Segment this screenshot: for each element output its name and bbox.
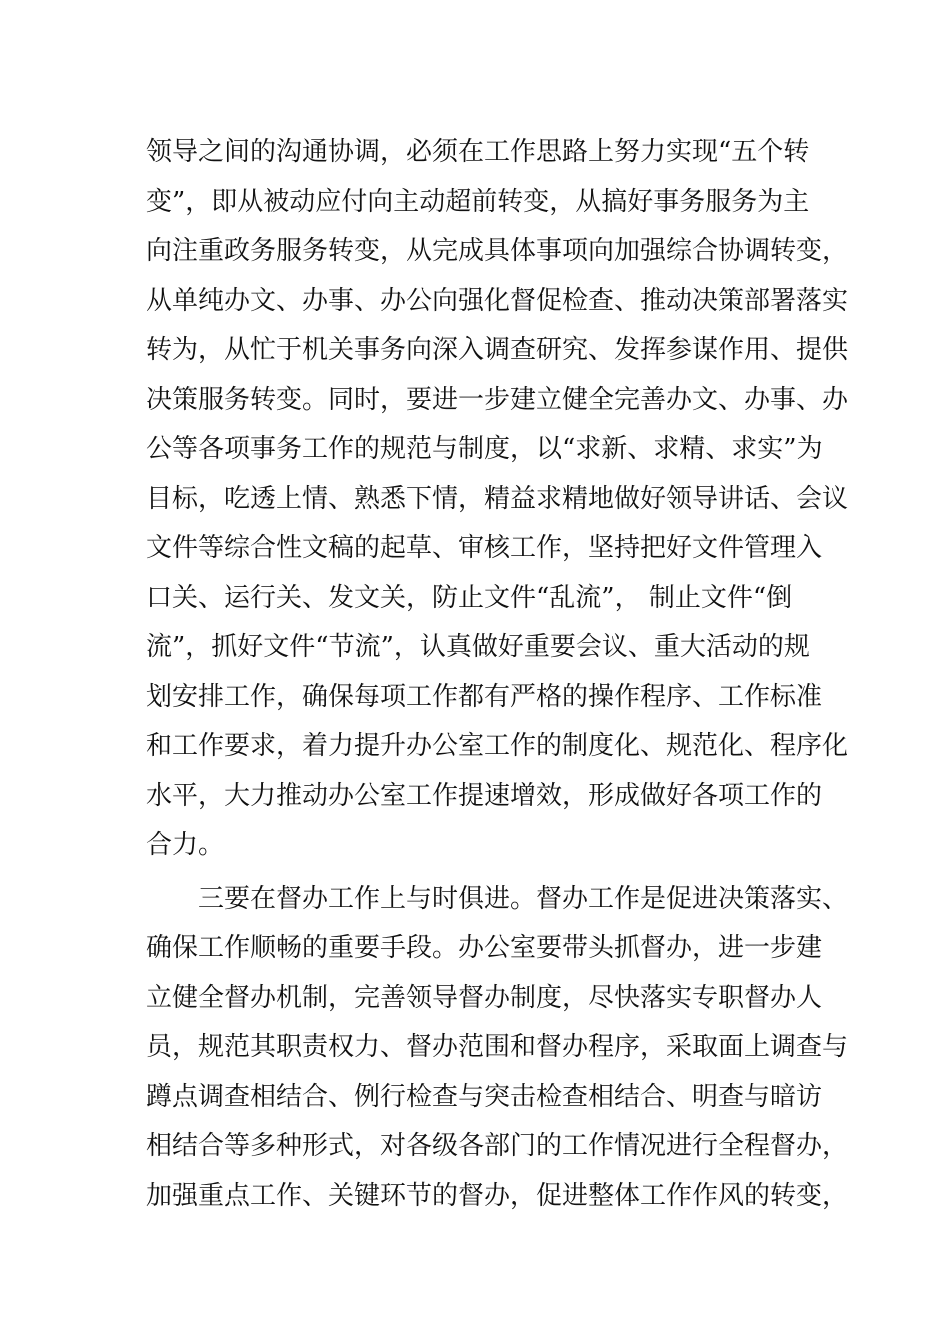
text-line: 加强重点工作、关键环节的督办，促进整体工作作风的转变， bbox=[146, 1180, 849, 1211]
text-line: 目标，吃透上情、熟悉下情，精益求精地做好领导讲话、会议 bbox=[146, 483, 849, 514]
text-line: 合力。 bbox=[146, 830, 225, 860]
text-line: 向注重政务服务转变，从完成具体事项向加强综合协调转变， bbox=[146, 236, 849, 266]
text-line: 确保工作顺畅的重要手段。办公室要带头抓督办，进一步建 bbox=[146, 933, 823, 963]
text-line: 从单纯办文、办事、办公向强化督促检查、推动决策部署落实 bbox=[146, 285, 849, 316]
text-line: 划安排工作，确保每项工作都有严格的操作程序、工作标准 bbox=[146, 681, 823, 712]
text-line: 和工作要求，着力提升办公室工作的制度化、规范化、程序化 bbox=[146, 731, 849, 761]
text-line: 文件等综合性文稿的起草、审核工作，坚持把好文件管理入 bbox=[146, 533, 823, 563]
text-line: 蹲点调查相结合、例行检查与突击检查相结合、明查与暗访 bbox=[146, 1081, 823, 1112]
text-line: 公等各项事务工作的规范与制度，以“求新、求精、求实”为 bbox=[146, 434, 823, 464]
text-line: 相结合等多种形式，对各级各部门的工作情况进行全程督办， bbox=[146, 1131, 849, 1161]
paragraph-start-line: 三要在督办工作上与时俱进。督办工作是促进决策落实、 bbox=[198, 883, 849, 914]
text-line: 变”，即从被动应付向主动超前转变，从搞好事务服务为主 bbox=[146, 186, 810, 217]
text-line: 决策服务转变。同时，要进一步建立健全完善办文、办事、办 bbox=[146, 384, 849, 415]
text-line: 领导之间的沟通协调，必须在工作思路上努力实现“五个转 bbox=[146, 137, 810, 167]
text-line: 水平，大力推动办公室工作提速增效，形成做好各项工作的 bbox=[146, 780, 823, 811]
text-line: 转为，从忙于机关事务向深入调查研究、发挥参谋作用、提供 bbox=[146, 335, 849, 365]
text-line: 口关、运行关、发文关，防止文件“乱流”， 制止文件“倒 bbox=[146, 582, 793, 613]
body-text bbox=[146, 128, 849, 1221]
text-line: 员，规范其职责权力、督办范围和督办程序，采取面上调查与 bbox=[146, 1032, 849, 1062]
text-line: 流”，抓好文件“节流”，认真做好重要会议、重大活动的规 bbox=[146, 632, 810, 662]
text-line: 立健全督办机制，完善领导督办制度，尽快落实专职督办人 bbox=[146, 982, 823, 1013]
